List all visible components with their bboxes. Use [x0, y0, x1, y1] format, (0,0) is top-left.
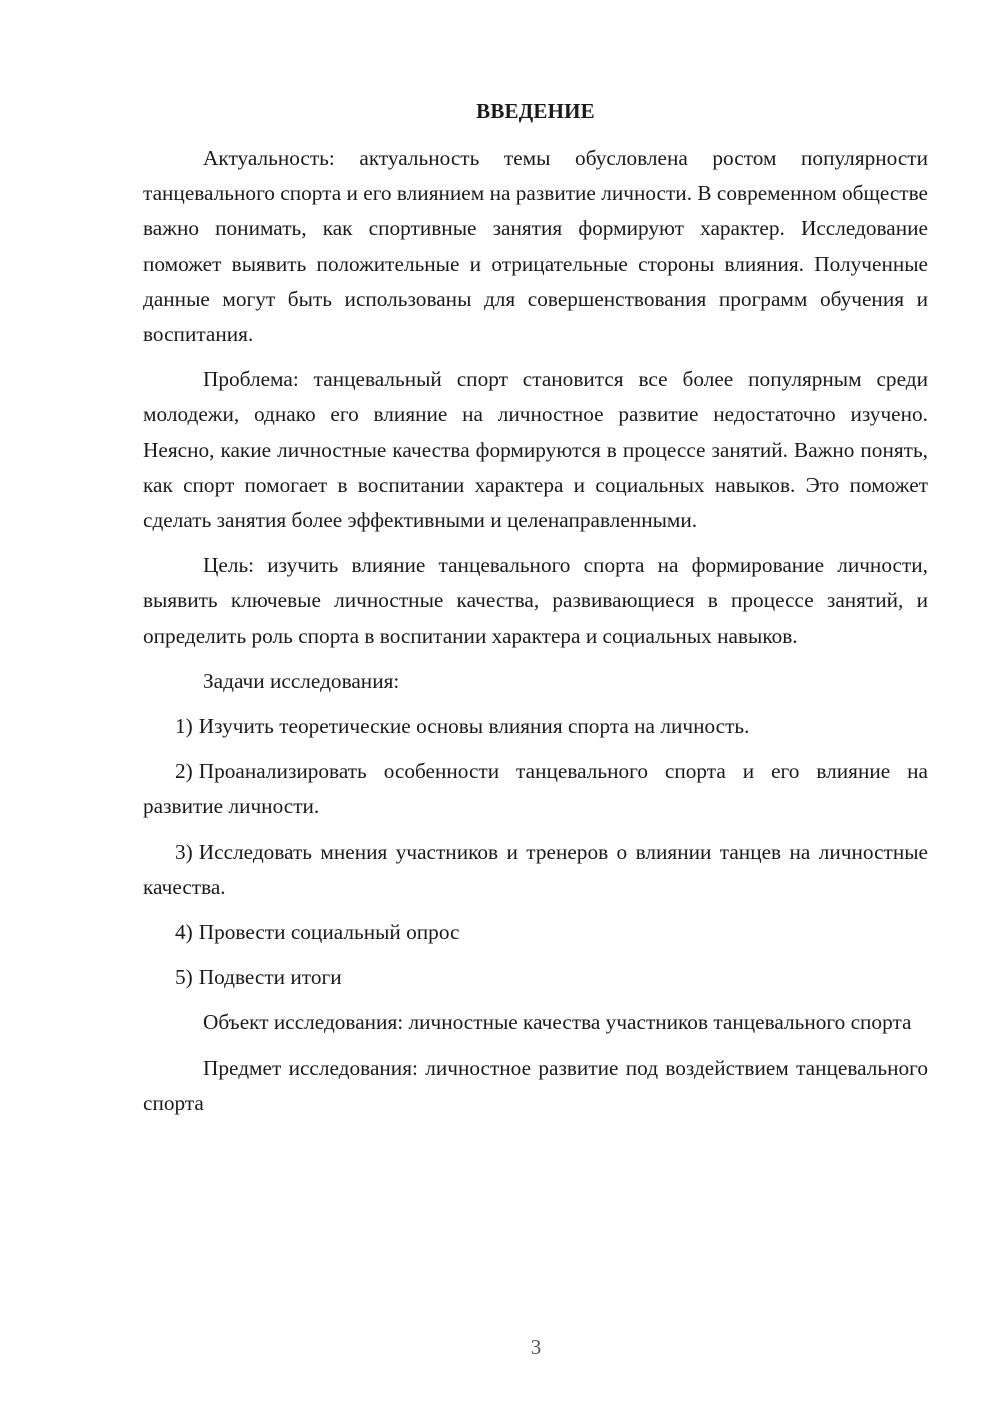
task-text: Исследовать мнения участников и тренеров о влиянии танцев на личностные качества.: [143, 839, 928, 899]
document-page: [143, 94, 928, 1131]
task-item: [143, 960, 928, 995]
subject-paragraph: Предмет исследования: личностное развитие под воздействием танцевального спорта: [143, 1055, 928, 1115]
task-text: Провести социальный опрос: [198, 920, 460, 945]
task-number: 5): [175, 965, 193, 990]
tasks-list: [143, 709, 928, 995]
relevance-paragraph: Актуальность: актуальность темы обусловлена ростом популярности танцевального спорта и его влиянием на развитие личности. В современном обществе важно понимать, как спортивные занятия формируют характер. Исследование поможет выявить положительные и отрицательные стороны влияния. Полученные данные могут быть использованы для совершенствования программ обучения и воспитания.: [143, 146, 928, 347]
goal-paragraph: Цель: изучить влияние танцевального спорта на формирование личности, выявить ключевые личностные качества, развивающиеся в процессе занятий, и определить роль спорта в воспитании характера и социальных навыков.: [143, 553, 928, 648]
task-number: 1): [175, 714, 193, 739]
task-number: 3): [175, 839, 193, 864]
task-item: [143, 754, 928, 824]
page-number: 3: [530, 1335, 542, 1359]
task-item: [143, 915, 928, 950]
task-text: Проанализировать особенности танцевального спорта и его влияние на развитие личности.: [143, 759, 928, 819]
task-number: 4): [175, 920, 193, 945]
page-title: ВВЕДЕНИЕ: [476, 99, 595, 123]
task-item: [143, 835, 928, 905]
task-item: [143, 709, 928, 744]
task-number: 2): [175, 759, 193, 784]
object-paragraph: Объект исследования: личностные качества участников танцевального спорта: [203, 1010, 912, 1035]
task-text: Изучить теоретические основы влияния спорта на личность.: [198, 714, 750, 739]
problem-paragraph: Проблема: танцевальный спорт становится все более популярным среди молодежи, однако его влияние на личностное развитие недостаточно изучено. Неясно, какие личностные качества формируются в процессе занятий. Важно понять, как спорт помогает в воспитании характера и социальных навыков. Это поможет сделать занятия более эффективными и целенаправленными.: [143, 367, 928, 533]
tasks-heading: Задачи исследования:: [203, 668, 400, 693]
task-text: Подвести итоги: [198, 965, 342, 990]
